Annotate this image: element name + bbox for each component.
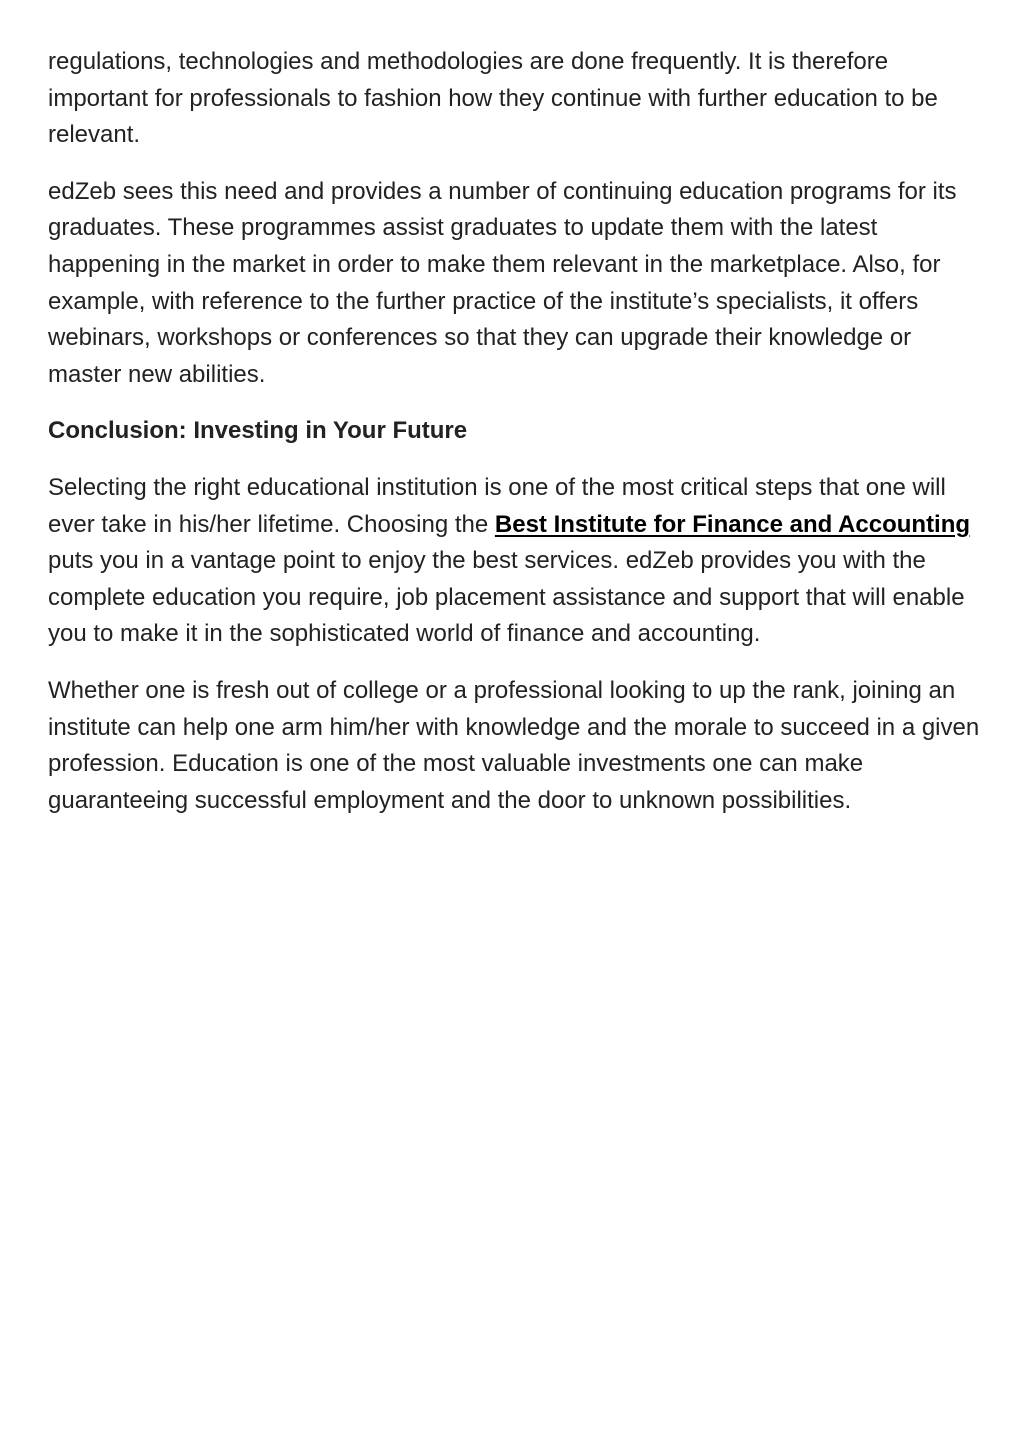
paragraph-selecting-institution [48,470,988,653]
paragraph-further-education: regulations, technologies and methodologies are done frequently. It is therefore important for professionals to fashion how they continue with further education to be relevant. [48,48,938,149]
conclusion-heading: Conclusion: Investing in Your Future [48,417,468,445]
document-page [48,44,988,839]
paragraph-continuing-education: edZeb sees this need and provides a number of continuing education programs for its graduates. These programmes assist graduates to update them with the latest happening in the market in order to make them relevant in the marketplace. Also, for example, with reference to the further practice of the institute’s specialists, it offers webinars, workshops or conferences so that they can upgrade their knowledge or master new abilities. [48,177,957,388]
paragraph-text-after-link: puts you in a vantage point to enjoy the best services. edZeb provides you with the complete education you require, job placement assistance and support that will enable you to make it in the sophisticated world of finance and accounting. [48,547,965,648]
best-institute-link[interactable]: Best Institute for Finance and Accounting [494,510,971,538]
paragraph-text-before-link: Selecting the right educational institution is one of the most critical steps that one will ever take in his/her lifetime. Choosing the [48,473,946,538]
paragraph-investing-future: Whether one is fresh out of college or a professional looking to up the rank, joining an institute can help one arm him/her with knowledge and the morale to succeed in a given profession. Education is one of the most valuable investments one can make guaranteeing successful employment and the door to unknown possibilities. [48,676,980,814]
